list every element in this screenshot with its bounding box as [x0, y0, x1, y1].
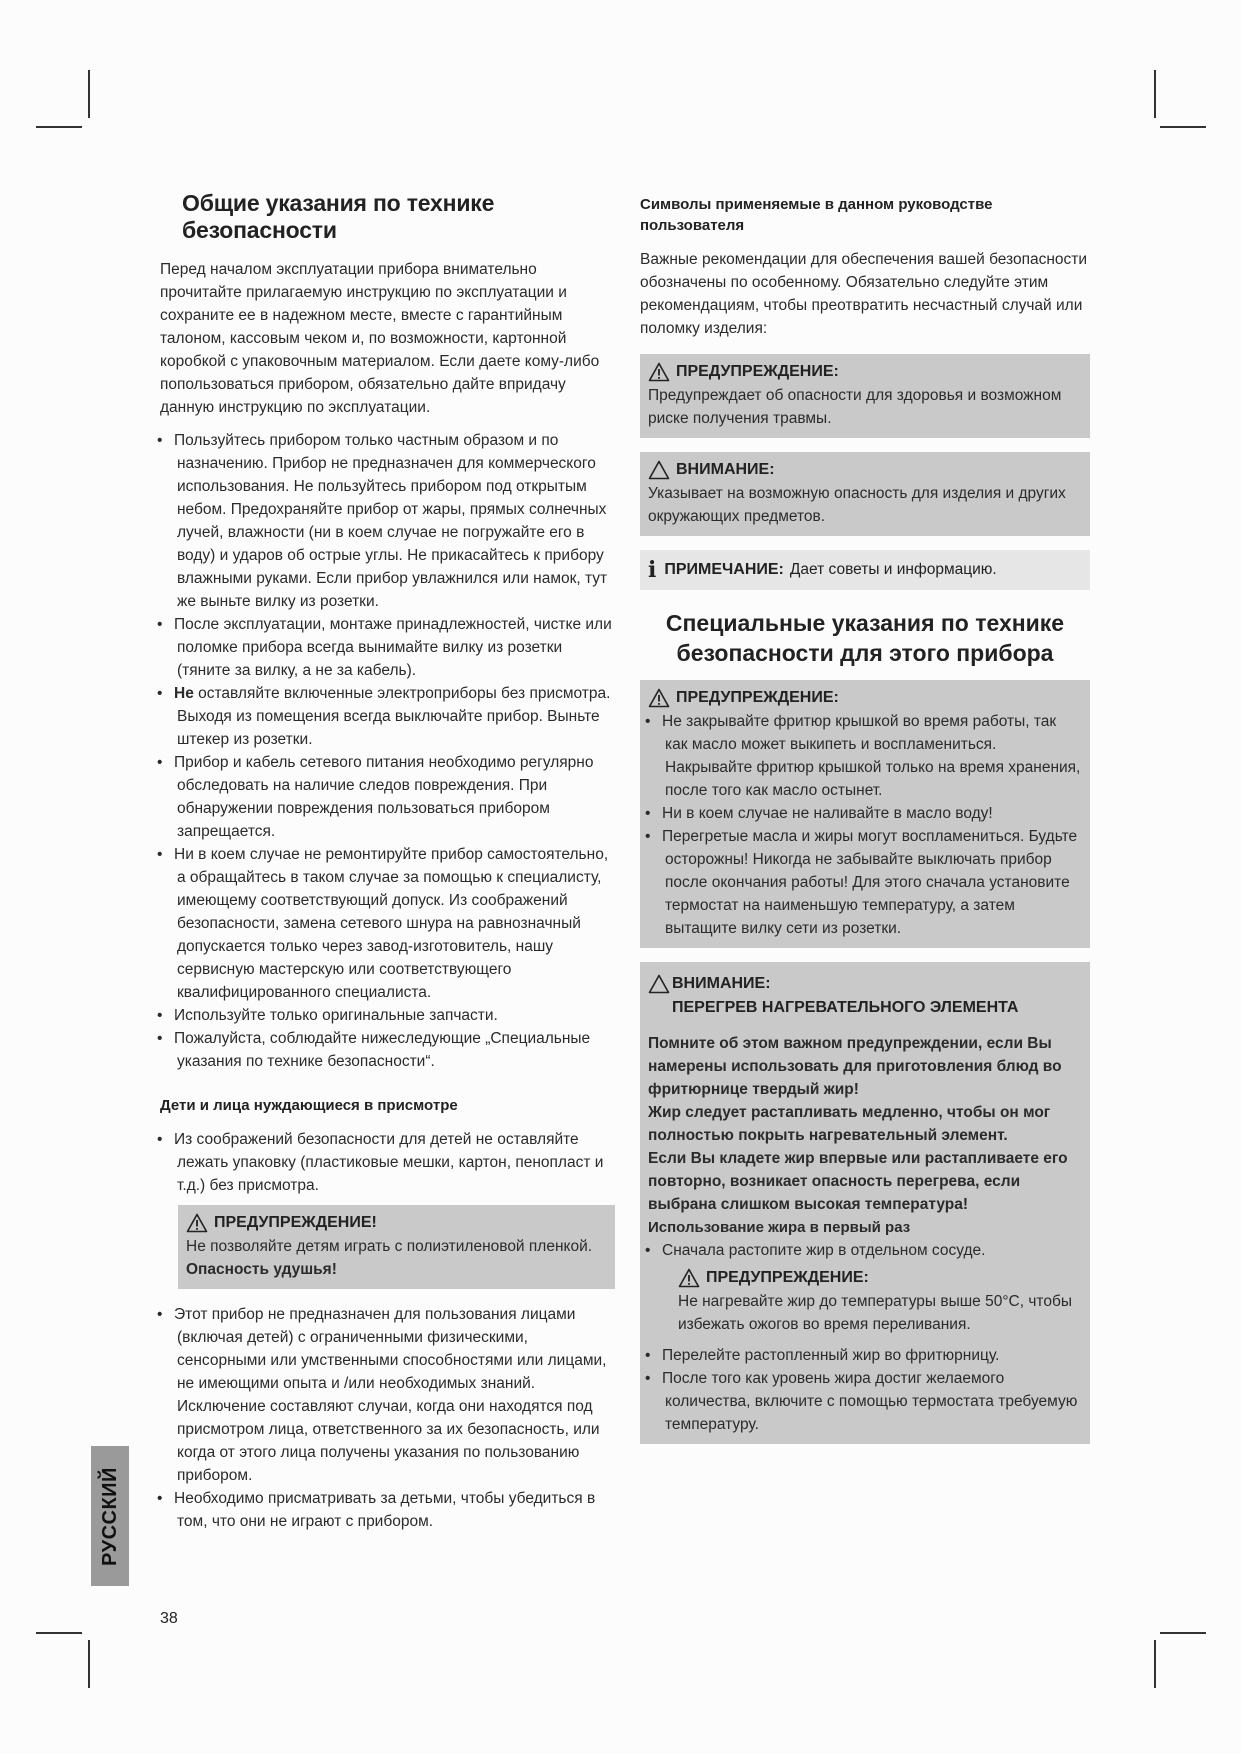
list-item: • Используйте только оригинальные запчасти. [160, 1004, 615, 1027]
warning-legend-box [640, 354, 1090, 438]
crop-mark [36, 1632, 82, 1634]
children-warning-title: ПРЕДУПРЕЖДЕНИЕ! [214, 1214, 377, 1231]
warning-triangle-icon [648, 362, 670, 382]
safety-bullet-list [160, 429, 615, 1073]
list-item: • Ни в коем случае не наливайте в масло воду! [648, 802, 1082, 825]
language-tab [91, 1446, 129, 1586]
crop-mark [88, 70, 90, 118]
list-item: • Ни в коем случае не ремонтируйте прибор самостоятельно, а обращайтесь в таком случае за помощью к специалисту, имеющему соответствующий допуск. Из соображений безопасности, замена сетевого шнура на равнозначный допускается только через завод-изготовитель, нашу сервисную мастерскую или соответствующего квалифицированного специалиста. [160, 843, 615, 1004]
overheat-paragraph: Помните об этом важном предупреждении, если Вы намерены использовать для приготовления блюд во фритюрнице твердый жир! [648, 1035, 1062, 1098]
children-bullet-list [160, 1128, 615, 1197]
list-item: • Сначала растопите жир в отдельном сосуде. [648, 1239, 1082, 1262]
inner-warning-title: ПРЕДУПРЕЖДЕНИЕ: [706, 1269, 869, 1286]
list-item: • Перелейте растопленный жир во фритюрницу. [648, 1344, 1082, 1367]
list-item: • Не закрывайте фритюр крышкой во время работы, так как масло может выкипеть и воспламениться. Накрывайте фритюр крышкой только на время хранения, после того как масло остынет. [648, 710, 1082, 802]
choking-hazard: Опасность удушья! [186, 1261, 337, 1278]
caution-legend-text: Указывает на возможную опасность для изделия и других окружающих предметов. [648, 485, 1066, 525]
inner-warning-text: Не нагревайте жир до температуры выше 50°C, чтобы избежать ожогов во время переливания. [678, 1293, 1072, 1333]
overheat-paragraph: Жир следует растапливать медленно, чтобы он мог полностью покрыть нагревательный элемент. [648, 1104, 1051, 1144]
note-legend-box [640, 550, 1090, 590]
list-item: • Этот прибор не предназначен для пользования лицами (включая детей) с ограниченными физическими, сенсорными или умственными способностями или лицами, не имеющими опыта и /или необходимых знаний. Исключение составляют случаи, когда они находятся под присмотром лица, ответственного за их безопасность, или когда от этого лица получены указания по пользованию прибором. [160, 1303, 615, 1487]
inner-warning [678, 1266, 1082, 1336]
list-item: • Перегретые масла и жиры могут воспламениться. Будьте осторожны! Никогда не забывайте выключать прибор после окончания работы! Для этого сначала установите термостат на наименьшую температуру, а затем вытащите вилку сети из розетки. [648, 825, 1082, 940]
crop-mark [1160, 1632, 1206, 1634]
list-item [160, 682, 615, 751]
page-number: 38 [160, 1610, 178, 1627]
note-legend-title: ПРИМЕЧАНИЕ: [664, 561, 784, 578]
symbols-intro: Важные рекомендации для обеспечения вашей безопасности обозначены по особенному. Обязательно следуйте этим рекомендациям, чтобы преотвратить несчастный случай или поломку изделия: [640, 251, 1088, 337]
overheat-title: ВНИМАНИЕ: [672, 975, 771, 992]
overheat-subtitle: ПЕРЕГРЕВ НАГРЕВАТЕЛЬНОГО ЭЛЕМЕНТА [672, 999, 1019, 1016]
caution-triangle-icon [648, 974, 670, 994]
list-item: • После того как уровень жира достиг желаемого количества, включите с помощью термостата требуемую температуру. [648, 1367, 1082, 1436]
symbols-heading: Символы применяемые в данном руководстве пользователя [640, 196, 993, 234]
first-use-heading: Использование жира в первый раз [648, 1219, 911, 1236]
language-tab-label: РУССКИЙ [98, 1466, 121, 1566]
warning-triangle-icon [678, 1268, 700, 1288]
warning-triangle-icon [186, 1213, 208, 1233]
list-item: • Из соображений безопасности для детей не оставляйте лежать упаковку (пластиковые мешки, картон, пенопласт и т.д.) без присмотра. [160, 1128, 615, 1197]
caution-legend-title: ВНИМАНИЕ: [676, 461, 775, 478]
note-legend-text: Дает советы и информацию. [789, 561, 997, 578]
list-item: • Прибор и кабель сетевого питания необходимо регулярно обследовать на наличие следов повреждения. При обнаружении повреждения пользоваться прибором запрещается. [160, 751, 615, 843]
crop-mark [1154, 1640, 1156, 1688]
warning-legend-title: ПРЕДУПРЕЖДЕНИЕ: [676, 363, 839, 380]
info-icon: i [648, 557, 657, 583]
crop-mark [1154, 70, 1156, 118]
intro-paragraph: Перед началом эксплуатации прибора внимательно прочитайте прилагаемую инструкцию по эксплуатации и сохраните ее в надежном месте, вместе с гарантийным талоном, кассовым чеком и, по возможности, картонной коробкой с упаковочным материалом. Если даете кому-либо попользоваться прибором, обязательно дайте впридачу данную инструкцию по эксплуатации. [160, 261, 600, 416]
list-item: • Необходимо присматривать за детьми, чтобы убедиться в том, что они не играют с прибором. [160, 1487, 615, 1533]
warning-legend-text: Предупреждает об опасности для здоровья и возможном риске получения травмы. [648, 387, 1062, 427]
children-warning-box [178, 1205, 615, 1289]
crop-mark [36, 126, 82, 128]
list-item: • Пользуйтесь прибором только частным образом и по назначению. Прибор не предназначен для коммерческого использования. Не пользуйтесь прибором под открытым небом. Предохраняйте прибор от жары, прямых солнечных лучей, влажности (ни в коем случае не погружайте его в воду) и ударов об острые углы. Не прикасайтесь к прибору влажными руками. Если прибор увлажнился или намок, тут же выньте вилку из розетки. [160, 429, 615, 613]
special-warning-title: ПРЕДУПРЕЖДЕНИЕ: [676, 689, 839, 706]
overheat-paragraph: Если Вы кладете жир впервые или растапливаете его повторно, возникает опасность перегрева, если выбрана слишком высокая температура! [648, 1150, 1068, 1213]
list-item: • После эксплуатации, монтаже принадлежностей, чистке или поломке прибора всегда вынимайте вилку из розетки (тяните за вилку, а не за кабель). [160, 613, 615, 682]
overheat-caution-box [640, 962, 1090, 1444]
children-bullet-list-2 [160, 1303, 615, 1533]
children-heading: Дети и лица нуждающиеся в присмотре [160, 1097, 458, 1114]
crop-mark [1160, 126, 1206, 128]
caution-legend-box [640, 452, 1090, 536]
crop-mark [88, 1640, 90, 1688]
list-item-text: оставляйте включенные электроприборы без присмотра. Выходя из помещения всегда выключайте прибор. Выньте штекер из розетки. [177, 685, 611, 748]
left-column [160, 190, 615, 1539]
bold-ne: Не [174, 685, 194, 702]
general-safety-title: Общие указания по технике безопасности [182, 190, 495, 243]
right-column [640, 190, 1090, 1458]
special-warning-box [640, 680, 1090, 948]
caution-triangle-icon [648, 460, 670, 480]
children-warning-text: Не позволяйте детям играть с полиэтиленовой пленкой. [186, 1238, 593, 1255]
warning-triangle-icon [648, 688, 670, 708]
list-item: • Пожалуйста, соблюдайте нижеследующие „Специальные указания по технике безопасности“. [160, 1027, 615, 1073]
special-safety-title: Специальные указания по технике безопасности для этого прибора [665, 610, 1065, 666]
